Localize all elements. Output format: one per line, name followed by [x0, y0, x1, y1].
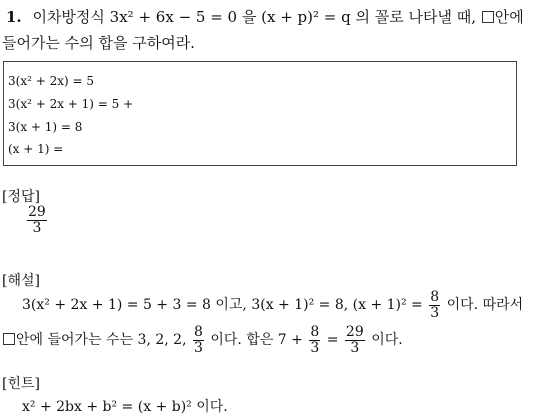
work-line-3: 3(x + 1) = 8 [8, 120, 83, 134]
solution-line-1 [22, 290, 523, 320]
solution-text-1a: 3(x² + 2x + 1) = 5 + 3 = 8 이고, 3(x + 1)² = 8, (x + 1)² = [22, 297, 423, 314]
solution-text-2b: 이다. 합은 7 + [210, 332, 303, 349]
solution-text-2c: = [326, 332, 339, 349]
solution-text-1b: 이다. 따라서 [446, 297, 524, 314]
solution-fraction-4-den: 3 [350, 339, 360, 356]
solution-fraction-1-num: 8 [430, 289, 440, 305]
work-line-4: (x + 1) = [8, 142, 64, 156]
hint-text: x² + 2bx + b² = (x + b)² 이다. [22, 399, 228, 415]
solution-fraction-2-num: 8 [193, 324, 203, 340]
solution-text-2a: 안에 들어가는 수는 3, 2, 2, [16, 332, 187, 349]
solution-line-2 [2, 325, 403, 355]
work-line-2 [8, 97, 133, 111]
work-line-1: 3(x² + 2x) = 5 [8, 74, 94, 88]
solution-label: [해설] [2, 273, 40, 289]
work-line-2-text: 3(x² + 2x + 1) = 5 + [8, 97, 134, 111]
question-line-2: 들어가는 수의 합을 구하여라. [2, 34, 195, 52]
solution-fraction-1-den: 3 [430, 304, 440, 321]
solution-fraction-2-den: 3 [193, 339, 203, 356]
answer-denominator: 3 [32, 219, 42, 236]
solution-fraction-2 [193, 325, 204, 355]
solution-fraction-4-num: 29 [345, 324, 364, 340]
question-text-1: 이차방정식 3x² + 6x − 5 = 0 을 (x + p)² = q 의 꼴로 나타낼 때, [32, 8, 476, 26]
blank-box-icon [482, 11, 494, 23]
solution-text-2d: 이다. [371, 332, 403, 349]
blank-box-icon [3, 333, 15, 345]
hint-label: [힌트] [2, 376, 40, 392]
solution-fraction-1 [429, 290, 440, 320]
solution-fraction-3-den: 3 [310, 339, 320, 356]
work-box [3, 61, 517, 166]
question-line-1 [6, 6, 524, 27]
solution-fraction-4 [345, 325, 365, 355]
question-number: 1. [6, 8, 22, 26]
answer-label: [정답] [2, 189, 40, 205]
solution-fraction-3 [309, 325, 320, 355]
solution-fraction-3-num: 8 [310, 324, 320, 340]
answer-numerator: 29 [28, 204, 46, 220]
answer-fraction [25, 205, 49, 235]
question-text-1-tail: 안에 [494, 8, 524, 26]
